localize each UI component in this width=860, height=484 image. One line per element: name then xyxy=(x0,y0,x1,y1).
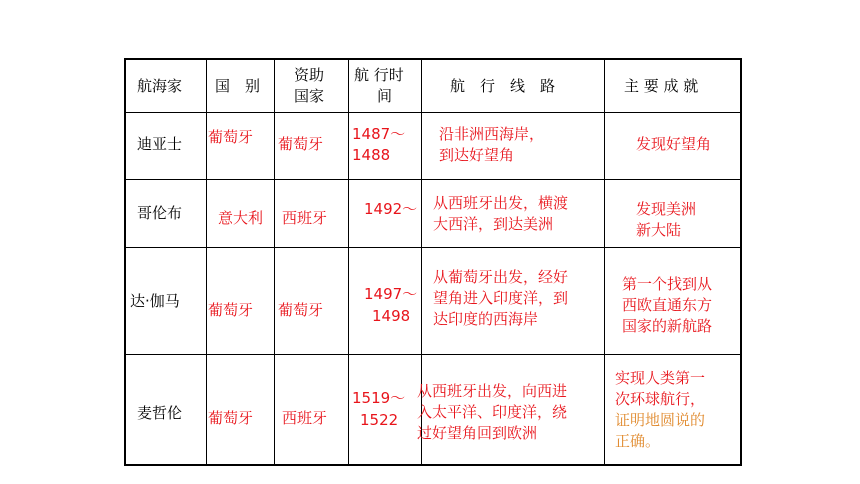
row3-sponsor: 葡萄牙 xyxy=(278,301,324,319)
row4-achievement-line4: 正确。 xyxy=(615,432,661,450)
row4-time-line2: 1522 xyxy=(360,411,399,429)
header-achievement: 主 要 成 就 xyxy=(624,77,699,95)
row2-sponsor: 西班牙 xyxy=(282,209,328,227)
row3-country: 葡萄牙 xyxy=(208,301,254,319)
row4-navigator: 麦哲伦 xyxy=(137,404,183,422)
row4-sponsor: 西班牙 xyxy=(282,409,328,427)
row1-time-line1: 1487～ xyxy=(352,125,406,143)
row4-route-line3: 过好望角回到欧洲 xyxy=(417,424,538,442)
row1-time-line2: 1488 xyxy=(352,146,391,164)
column-divider xyxy=(348,60,349,464)
row3-achievement-line2: 西欧直通东方 xyxy=(622,296,713,314)
row1-sponsor: 葡萄牙 xyxy=(278,135,324,153)
row4-achievement-line3: 证明地圆说的 xyxy=(615,411,706,429)
row-divider xyxy=(126,179,740,180)
row1-route-line1: 沿非洲西海岸， xyxy=(439,125,545,143)
row4-achievement-line1: 实现人类第一 xyxy=(615,369,706,387)
row3-route-line1: 从葡萄牙出发，经好 xyxy=(433,268,569,286)
row4-route-line1: 从西班牙出发，向西进 xyxy=(417,382,568,400)
header-navigator: 航海家 xyxy=(137,77,183,95)
header-sponsor-line2: 国家 xyxy=(294,87,325,105)
row3-route-line3: 达印度的西海岸 xyxy=(433,310,539,328)
row3-navigator: 达·伽马 xyxy=(130,292,180,310)
explorers-table xyxy=(124,58,742,466)
row1-navigator: 迪亚士 xyxy=(137,135,183,153)
row-divider xyxy=(126,247,740,248)
row-divider xyxy=(126,112,740,113)
row3-achievement-line1: 第一个找到从 xyxy=(622,275,713,293)
row1-route-line2: 到达好望角 xyxy=(439,146,515,164)
row2-country: 意大利 xyxy=(218,209,264,227)
row-divider xyxy=(126,354,740,355)
row1-country: 葡萄牙 xyxy=(208,128,254,146)
row2-time-line1: 1492～ xyxy=(364,200,418,218)
row3-achievement-line3: 国家的新航路 xyxy=(622,317,713,335)
header-time-line2: 间 xyxy=(377,87,393,105)
header-country: 国 别 xyxy=(215,77,261,95)
row3-time-line2: 1498 xyxy=(372,307,411,325)
header-route: 航 行 线 路 xyxy=(450,77,556,95)
row4-country: 葡萄牙 xyxy=(208,409,254,427)
header-time-line1: 航 行时 xyxy=(354,66,404,84)
header-sponsor-line1: 资助 xyxy=(294,66,325,84)
row3-route-line2: 望角进入印度洋，到 xyxy=(433,289,569,307)
column-divider xyxy=(604,60,605,464)
row2-achievement-line1: 发现美洲 xyxy=(636,200,697,218)
row2-achievement-line2: 新大陆 xyxy=(636,221,682,239)
row2-route-line1: 从西班牙出发，横渡 xyxy=(433,194,569,212)
row3-time-line1: 1497～ xyxy=(364,285,418,303)
column-divider xyxy=(274,60,275,464)
row2-navigator: 哥伦布 xyxy=(137,204,183,222)
row4-route-line2: 入太平洋、印度洋，绕 xyxy=(417,403,568,421)
row1-achievement-line1: 发现好望角 xyxy=(636,135,712,153)
row4-time-line1: 1519～ xyxy=(352,389,406,407)
row2-route-line2: 大西洋，到达美洲 xyxy=(433,215,554,233)
column-divider xyxy=(206,60,207,464)
row4-achievement-line2: 次环球航行， xyxy=(615,390,706,408)
